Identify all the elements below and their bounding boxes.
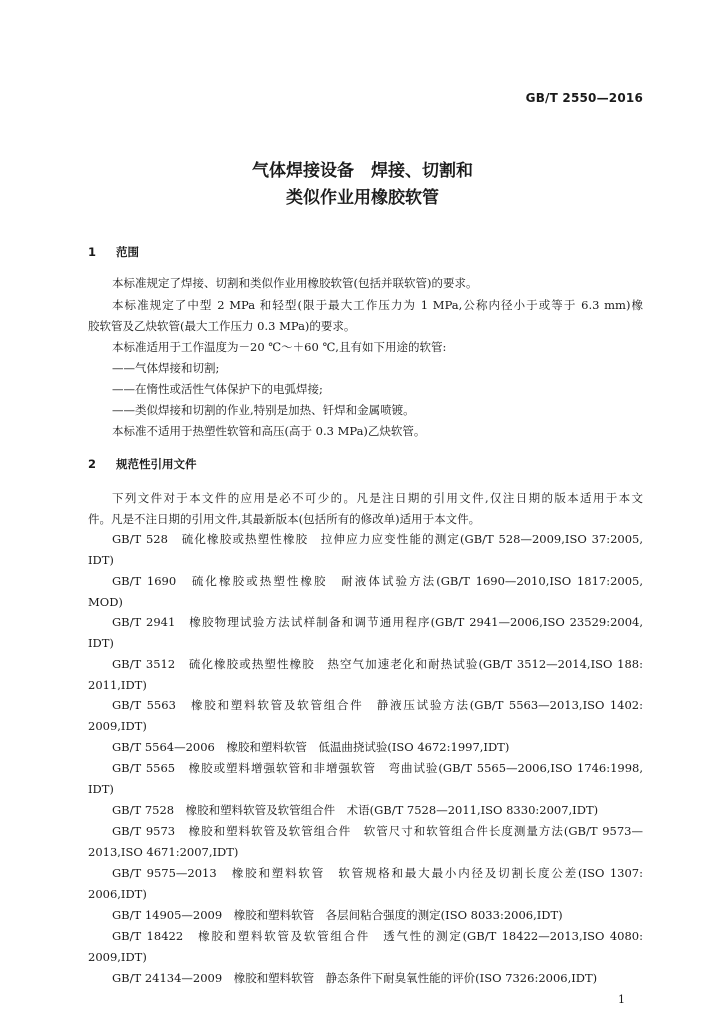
reference-line: IDT) bbox=[88, 782, 114, 796]
reference-line: GB/T 528 硫化橡胶或热塑性橡胶 拉伸应力应变性能的测定(GB/T 528—2009,ISO 37:2005, bbox=[112, 532, 643, 546]
reference-line: 2009,IDT) bbox=[88, 950, 147, 964]
document-title-line-2: 类似作业用橡胶软管 bbox=[286, 188, 439, 208]
reference-line: GB/T 18422 橡胶和塑料软管及软管组合件 透气性的测定(GB/T 18422—2013,ISO 4080: bbox=[112, 929, 643, 943]
paragraph-line: 本标准不适用于热塑性软管和高压(高于 0.3 MPa)乙炔软管。 bbox=[112, 424, 426, 438]
reference-line: IDT) bbox=[88, 636, 114, 650]
list-item: ——在惰性或活性气体保护下的电弧焊接; bbox=[112, 382, 323, 396]
page-number: 1 bbox=[618, 993, 625, 1006]
list-item: ——类似焊接和切割的作业,特别是加热、钎焊和金属喷镀。 bbox=[112, 403, 415, 417]
reference-line: GB/T 5565 橡胶或塑料增强软管和非增强软管 弯曲试验(GB/T 5565—2006,ISO 1746:1998, bbox=[112, 761, 643, 775]
reference-line: IDT) bbox=[88, 553, 114, 567]
list-item: ——气体焊接和切割; bbox=[112, 361, 220, 375]
section-heading-normative-references bbox=[88, 456, 197, 472]
reference-line: GB/T 14905—2009 橡胶和塑料软管 各层间粘合强度的测定(ISO 8033:2006,IDT) bbox=[112, 908, 563, 922]
paragraph-line: 本标准适用于工作温度为－20 ℃～＋60 ℃,且有如下用途的软管: bbox=[112, 340, 447, 354]
reference-line: GB/T 9575—2013 橡胶和塑料软管 软管规格和最大最小内径及切割长度公差(ISO 1307: bbox=[112, 866, 643, 880]
section-title: 范围 bbox=[116, 245, 139, 259]
section-title: 规范性引用文件 bbox=[116, 457, 197, 471]
section-number: 2 bbox=[88, 457, 97, 471]
reference-line: GB/T 2941 橡胶物理试验方法试样制备和调节通用程序(GB/T 2941—2006,ISO 23529:2004, bbox=[112, 615, 643, 629]
paragraph-line: 件。凡是不注日期的引用文件,其最新版本(包括所有的修改单)适用于本文件。 bbox=[88, 512, 481, 526]
reference-line: 2011,IDT) bbox=[88, 678, 147, 692]
reference-line: 2013,ISO 4671:2007,IDT) bbox=[88, 845, 239, 859]
reference-line: GB/T 5564—2006 橡胶和塑料软管 低温曲挠试验(ISO 4672:1997,IDT) bbox=[112, 740, 510, 754]
paragraph-line: 胶软管及乙炔软管(最大工作压力 0.3 MPa)的要求。 bbox=[88, 319, 356, 333]
reference-line: GB/T 3512 硫化橡胶或热塑性橡胶 热空气加速老化和耐热试验(GB/T 3512—2014,ISO 188: bbox=[112, 657, 643, 671]
section-heading-scope bbox=[88, 244, 139, 260]
standard-code: GB/T 2550—2016 bbox=[525, 91, 643, 105]
reference-line: 2006,IDT) bbox=[88, 887, 147, 901]
paragraph-line: 本标准规定了中型 2 MPa 和轻型(限于最大工作压力为 1 MPa,公称内径小于或等于 6.3 mm)橡 bbox=[112, 298, 643, 312]
reference-line: GB/T 7528 橡胶和塑料软管及软管组合件 术语(GB/T 7528—2011,ISO 8330:2007,IDT) bbox=[112, 803, 599, 817]
document-title-line-1: 气体焊接设备 焊接、切割和 bbox=[252, 161, 473, 181]
paragraph-line: 本标准规定了焊接、切割和类似作业用橡胶软管(包括并联软管)的要求。 bbox=[112, 276, 478, 290]
reference-line: GB/T 5563 橡胶和塑料软管及软管组合件 静液压试验方法(GB/T 5563—2013,ISO 1402: bbox=[112, 698, 643, 712]
paragraph-line: 下列文件对于本文件的应用是必不可少的。凡是注日期的引用文件,仅注日期的版本适用于本文 bbox=[112, 491, 643, 505]
reference-line: GB/T 9573 橡胶和塑料软管及软管组合件 软管尺寸和软管组合件长度测量方法(GB/T 9573— bbox=[112, 824, 643, 838]
reference-line: GB/T 24134—2009 橡胶和塑料软管 静态条件下耐臭氧性能的评价(ISO 7326:2006,IDT) bbox=[112, 971, 598, 985]
reference-line: MOD) bbox=[88, 595, 123, 609]
reference-line: 2009,IDT) bbox=[88, 719, 147, 733]
reference-line: GB/T 1690 硫化橡胶或热塑性橡胶 耐液体试验方法(GB/T 1690—2010,ISO 1817:2005, bbox=[112, 574, 643, 588]
section-number: 1 bbox=[88, 245, 97, 259]
